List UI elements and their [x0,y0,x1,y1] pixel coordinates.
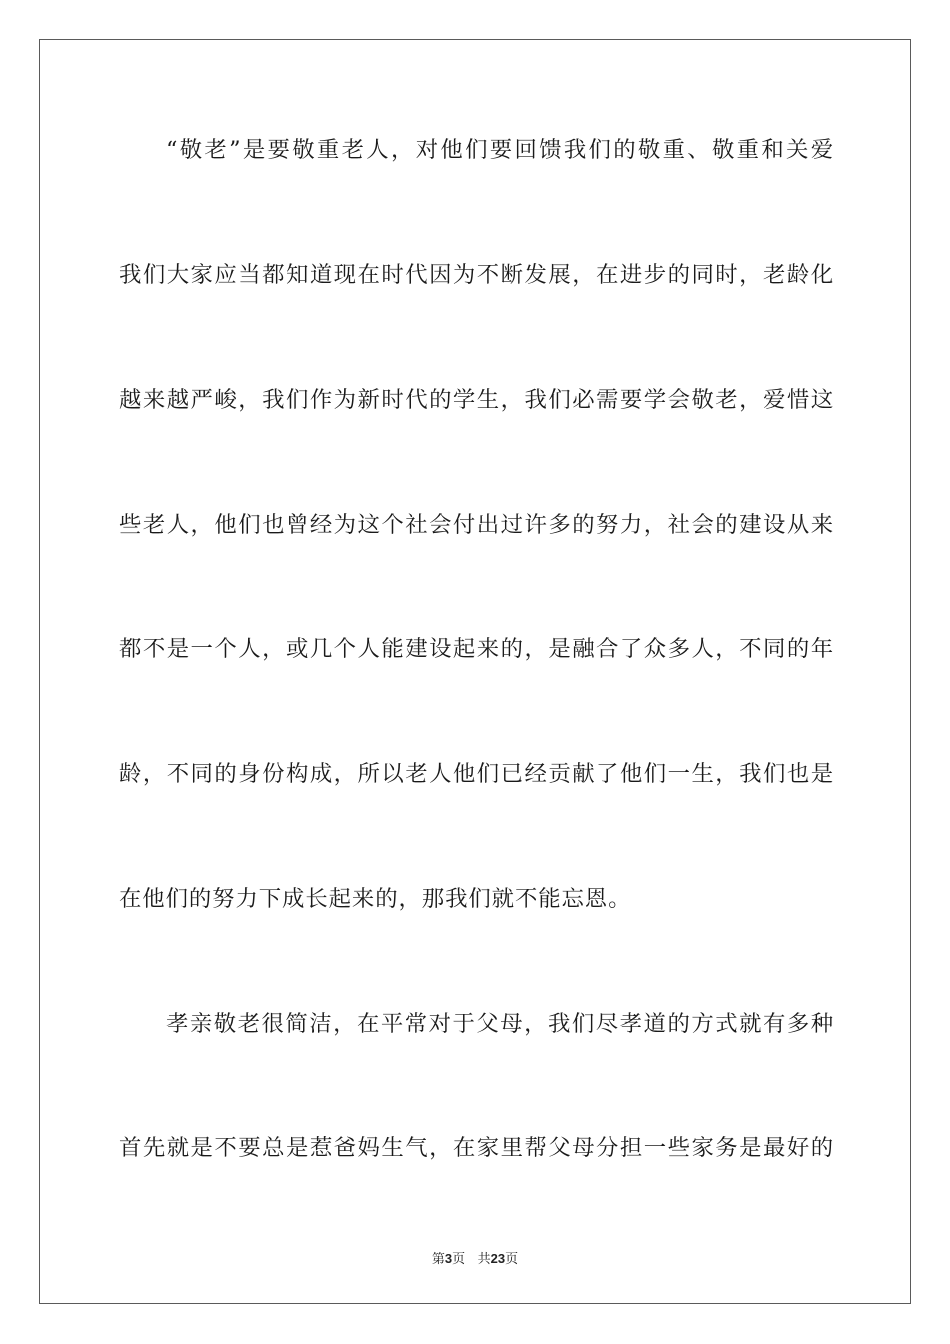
paragraph-1-line-2: 我们大家应当都知道现在时代因为不断发展，在进步的同时，老龄化 [119,262,834,288]
page-footer [40,1248,910,1267]
paragraph-1-line-7: 在他们的努力下成长起来的，那我们就不能忘恩。 [119,886,632,912]
page-label-prefix: 第 [431,1252,445,1267]
paragraph-1-line-5: 都不是一个人，或几个人能建设起来的，是融合了众多人，不同的年 [119,636,834,662]
total-label-suffix: 页 [505,1252,519,1267]
paragraph-1-line-3: 越来越严峻，我们作为新时代的学生，我们必需要学会敬老，爱惜这 [119,387,834,413]
paragraph-2-line-1: 孝亲敬老很简洁，在平常对于父母，我们尽孝道的方式就有多种 [166,1011,834,1037]
page-label-suffix: 页 [452,1252,466,1267]
paragraph-1-line-4: 些老人，他们也曾经为这个社会付出过许多的努力，社会的建设从来 [119,512,834,538]
page-number: 3 [444,1251,453,1266]
paragraph-1-line-1: “敬老”是要敬重老人，对他们要回馈我们的敬重、敬重和关爱 [166,137,834,163]
paragraph-1-line-6: 龄，不同的身份构成，所以老人他们已经贡献了他们一生，我们也是 [119,761,834,787]
document-page [39,39,911,1304]
total-pages: 23 [490,1251,506,1266]
total-label-prefix: 共 [477,1252,491,1267]
paragraph-2-line-2: 首先就是不要总是惹爸妈生气，在家里帮父母分担一些家务是最好的 [119,1135,834,1161]
